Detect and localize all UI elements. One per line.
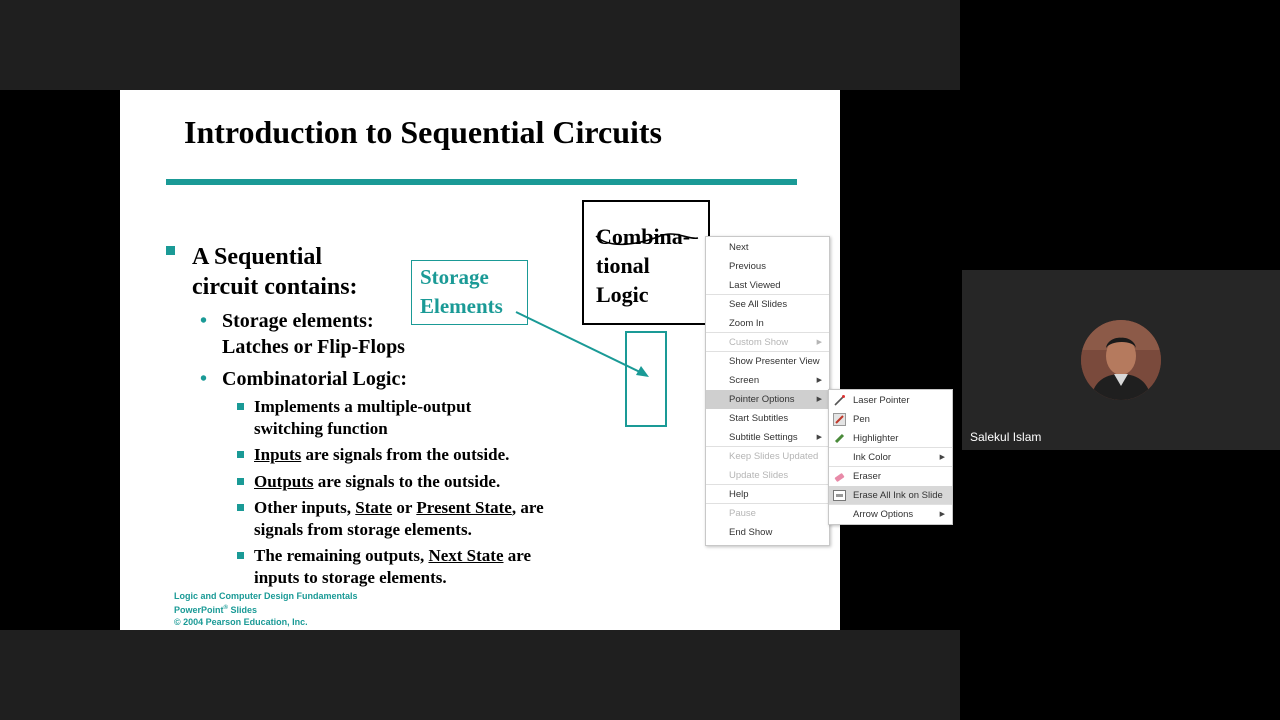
bullet-text: are signals from the outside. <box>301 445 510 464</box>
footer-line3: © 2004 Pearson Education, Inc. <box>174 617 308 627</box>
submenu-arrow-icon: ▶ <box>939 511 945 518</box>
bullet-text: , are <box>511 498 544 517</box>
arrowhead-icon <box>636 366 649 377</box>
menu-item-show-presenter-view[interactable]: Show Presenter View <box>729 356 820 367</box>
bullet-text-line2: Latches or Flip-Flops <box>222 336 405 358</box>
menu-item-arrow-options[interactable]: Arrow Options ▶ <box>829 505 952 524</box>
box-text-line3: Logic <box>596 282 649 307</box>
footer-line2-rest: Slides <box>227 605 257 615</box>
term-next-state: Next State <box>428 546 504 565</box>
dot-bullet-icon: • <box>200 310 208 332</box>
bullet-text: are <box>503 546 532 565</box>
footer-line1: Logic and Computer Design Fundamentals <box>174 591 358 601</box>
erase-all-icon <box>833 489 846 502</box>
menu-item-ink-color[interactable]: Ink Color ▶ <box>829 448 952 467</box>
bullet-text-line2: circuit contains: <box>192 274 358 300</box>
menu-item-zoom-in[interactable]: Zoom In <box>706 314 829 333</box>
bullet-text-line1: Storage elements: <box>222 310 374 332</box>
submenu-arrow-icon: ▶ <box>816 377 822 384</box>
menu-item-see-all-slides[interactable]: See All Slides <box>729 299 788 310</box>
menu-item-keep-slides-updated: Keep Slides Updated <box>729 451 819 462</box>
menu-item-eraser[interactable]: Eraser <box>829 467 952 486</box>
pen-icon <box>833 413 846 426</box>
menu-item-end-show[interactable]: End Show <box>729 527 773 538</box>
menu-item-help[interactable]: Help <box>706 485 829 504</box>
menu-item-laser-pointer[interactable]: Laser Pointer <box>829 391 952 410</box>
submenu-arrow-icon: ▶ <box>939 454 945 461</box>
bottom-letterbox <box>0 630 960 720</box>
pointer-options-submenu <box>828 389 953 525</box>
slide-title: Introduction to Sequential Circuits <box>184 114 662 150</box>
bullet-text-line2: signals from storage elements. <box>254 520 472 539</box>
bullet-text-line1: Implements a multiple-output <box>254 397 472 416</box>
menu-item-next[interactable]: Next <box>729 242 749 253</box>
menu-item-custom-show: Custom Show ▶ <box>706 333 829 352</box>
footer-line2: PowerPoint <box>174 605 224 615</box>
menu-item-start-subtitles[interactable]: Start Subtitles <box>729 413 789 424</box>
menu-item-erase-all-ink[interactable]: Erase All Ink on Slide <box>829 486 952 505</box>
eraser-icon <box>833 470 846 483</box>
bullet-text: Other inputs, <box>254 498 356 517</box>
box-text-line2: tional <box>596 253 650 278</box>
bullet-text: are signals to the outside. <box>313 472 501 491</box>
laser-pointer-icon <box>833 394 846 407</box>
menu-item-update-slides: Update Slides <box>706 466 829 485</box>
submenu-arrow-icon: ▶ <box>816 434 822 441</box>
menu-item-screen[interactable]: Screen ▶ <box>706 371 829 390</box>
bullet-text-line1: A Sequential <box>192 244 323 270</box>
submenu-arrow-icon: ▶ <box>816 396 822 403</box>
person-avatar-icon <box>1081 320 1161 400</box>
registered-mark: ® <box>223 605 228 611</box>
ink-underline-stroke <box>596 234 698 244</box>
box-text-line2: Elements <box>420 294 503 318</box>
term-present-state: Present State <box>416 498 512 517</box>
term-state: State <box>355 498 393 517</box>
highlighter-icon <box>833 432 846 445</box>
menu-item-last-viewed[interactable]: Last Viewed <box>706 276 829 295</box>
term-inputs: Inputs <box>254 445 302 464</box>
bullet-text: or <box>392 498 417 517</box>
submenu-arrow-icon: ▶ <box>816 339 822 346</box>
slideshow-context-menu <box>705 236 830 546</box>
slide-footer <box>174 590 358 628</box>
bullet-text: Combinatorial Logic: <box>222 368 407 390</box>
bullet-text: The remaining outputs, <box>254 546 429 565</box>
menu-item-highlighter[interactable]: Highlighter <box>829 429 952 448</box>
bullet-text-line2: switching function <box>254 419 388 438</box>
menu-item-pointer-options[interactable]: Pointer Options ▶ <box>706 390 829 409</box>
menu-item-previous[interactable]: Previous <box>729 261 766 272</box>
menu-item-pause: Pause <box>729 508 756 519</box>
participant-video-tile[interactable] <box>962 270 1280 450</box>
top-letterbox <box>0 0 960 90</box>
term-outputs: Outputs <box>254 472 314 491</box>
avatar <box>1081 320 1161 400</box>
pointer-arrow-line <box>516 312 644 374</box>
menu-item-subtitle-settings[interactable]: Subtitle Settings ▶ <box>706 428 829 447</box>
bullet-text-line2: inputs to storage elements. <box>254 568 447 587</box>
box-text-line1: Combina- <box>596 224 691 249</box>
dot-bullet-icon: • <box>200 368 208 390</box>
participant-name: Salekul Islam <box>970 430 1042 444</box>
box-text-line1: Storage <box>420 265 489 289</box>
menu-item-pen[interactable]: Pen <box>829 410 952 429</box>
